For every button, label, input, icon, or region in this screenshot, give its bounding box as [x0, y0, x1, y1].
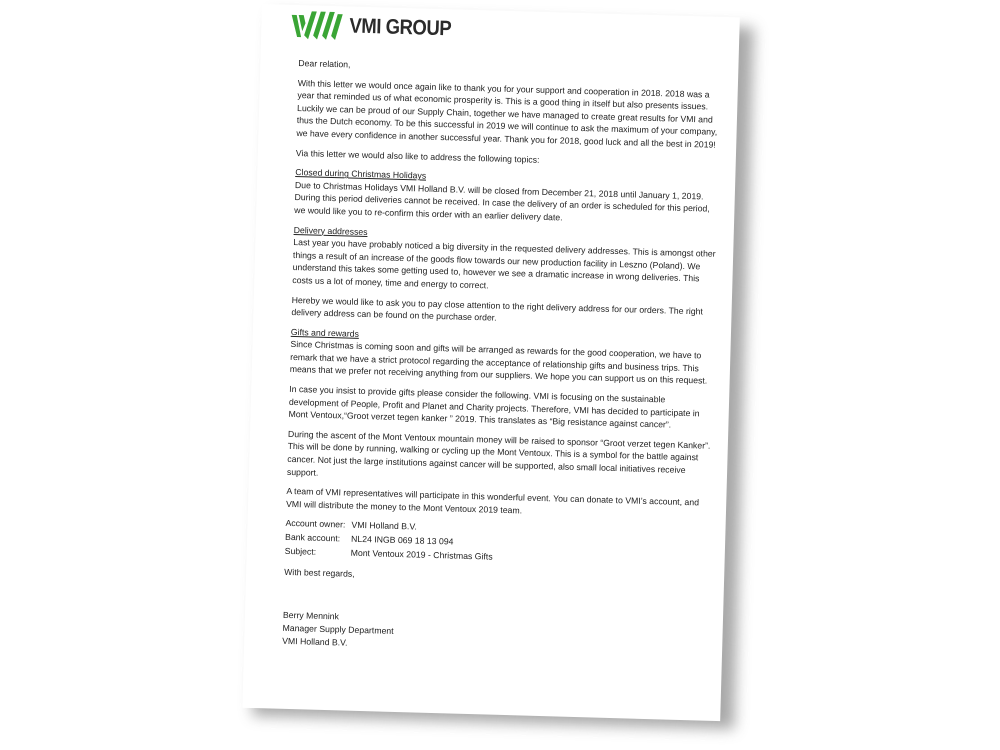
- section-paragraph: Hereby we would like to ask you to pay close attention to the right delivery address for our orders. The right delivery address can be found on the purchase order.: [291, 294, 704, 323]
- greeting: Dear relation,: [298, 58, 351, 70]
- closing: With best regards,: [284, 567, 355, 579]
- account-details: [285, 517, 710, 569]
- section-heading: Gifts and rewards: [290, 326, 360, 339]
- section-paragraph: A team of VMI representatives will participate in this wonderful event. You can donate to VMI’s account, and VMI will distribute the money to the Mont Ventoux 2019 team.: [285, 486, 700, 516]
- company-name: VMI GROUP: [349, 14, 452, 41]
- signer-company: VMI Holland B.V.: [282, 635, 348, 648]
- subject-label: Subject:: [284, 545, 317, 557]
- section-paragraph: Due to Christmas Holidays VMI Holland B.V. will be closed from December 21, 2018 until January 1, 2019. During this period deliveries cannot be received. In case the delivery of an order is scheduled for this period, we would like you to re-confirm this order with an earlier delivery date.: [294, 179, 710, 223]
- section-gifts-rewards: [286, 326, 715, 522]
- section-paragraph: During the ascent of the Mont Ventoux mountain money will be raised to sponsor “Groot verzet tegen Kanker”. This will be done by running, walking or cycling up the Mont Ventoux. This is a symbol for the battle against cancer. Not just the large institutions against cancer will be supported, also small local initiatives receive support.: [286, 428, 711, 478]
- section-heading: Closed during Christmas Holidays: [295, 167, 427, 181]
- signer-name: Berry Mennink: [282, 609, 340, 622]
- letter-page: [242, 4, 739, 721]
- account-owner-value: VMI Holland B.V.: [351, 520, 417, 532]
- section-heading: Delivery addresses: [293, 224, 368, 237]
- bank-account-value: NL24 INGB 069 18 13 094: [350, 533, 454, 547]
- section-paragraph: In case you insist to provide gifts please consider the following. VMI is focusing on the sustainable development of People, Profit and Planet and Charity projects. Therefore, VMI has decided to participate in Mont Ventoux,“Groot verzet tegen kanker ” 2019. This translates as “Big resistance against cancer”.: [288, 383, 700, 430]
- section-paragraph: Since Christmas is coming soon and gifts will be arranged as rewards for the good cooperation, we have to remark that we have a strict protocol regarding the acceptance of relationship gifts and business trips. This means that we prefer not receiving anything from our suppliers. We hope you can support us on this request.: [289, 339, 708, 387]
- section-delivery-addresses: [291, 224, 717, 331]
- account-owner-label: Account owner:: [285, 518, 346, 530]
- intro-paragraph: With this letter we would once again like to thank you for your support and cooperation in 2018. 2018 was a year that reminded us of what economic prosperity is. This is a good thing in itself but also presents issues. Luckily we can be proud of our Supply Chain, together we have managed to create great results for VMI and thus the Dutch economy. To be this successful in 2019 we will continue to ask the maximum of your company, we have every confidence in another successful year. Thank you for 2018, good luck and all the best in 2019!: [296, 77, 718, 150]
- signer-title: Manager Supply Department: [282, 622, 394, 636]
- vmi-logo: [289, 9, 466, 46]
- vmi-stripes-logo-icon: [289, 9, 344, 42]
- letter-body: [282, 57, 722, 659]
- section-paragraph: Last year you have probably noticed a big diversity in the requested delivery addresses. This is amongst other things a result of an increase of the goods flow towards our new production facility in Leszno (Poland). We understand this takes some getting used to, however we see a dramatic increase in wrong deliveries. This costs us a lot of money, time and energy to correct.: [292, 237, 716, 291]
- bank-account-label: Bank account:: [284, 531, 341, 544]
- signature-block: [282, 609, 707, 660]
- topics-intro: Via this letter we would also like to address the following topics:: [295, 147, 540, 165]
- section-christmas-closure: [294, 166, 719, 228]
- subject-value: Mont Ventoux 2019 - Christmas Gifts: [350, 547, 493, 562]
